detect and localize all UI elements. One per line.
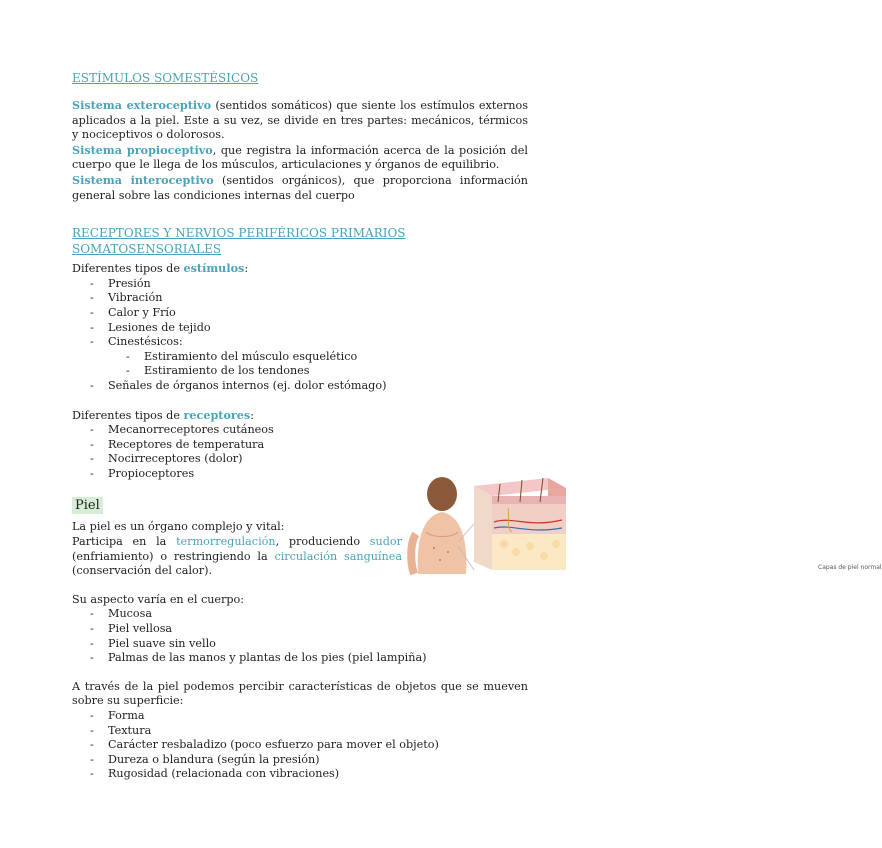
piel-intro-block: La piel es un órgano complejo y vital: Participa en la termorregulación, produciendo sudor (enfriamiento) o restringiendo la circulación sanguínea (conservación del calor). bbox=[72, 520, 403, 578]
list-item: - Receptores de temperatura bbox=[72, 438, 528, 453]
list-item: - Cinestésicos: bbox=[72, 335, 528, 350]
heading-receptores: RECEPTORES Y NERVIOS PERIFÉRICOS PRIMARIOS SOMATOSENSORIALES bbox=[72, 226, 406, 257]
document-page bbox=[72, 70, 882, 782]
list-item: - Estiramiento de los tendones bbox=[72, 364, 528, 379]
stimuli-list bbox=[72, 277, 528, 350]
keyword-estimulos: estímulos bbox=[183, 261, 245, 276]
paragraph-exteroceptivo: Sistema exteroceptivo (sentidos somáticos) que siente los estímulos externos aplicados a la piel. Este a su vez, se divide en tres partes: mecánicos, térmicos y nociceptivos o dolorosos. bbox=[72, 98, 528, 142]
keyword-propioceptivo: Sistema propioceptivo bbox=[72, 142, 213, 157]
aspect-list bbox=[72, 607, 528, 665]
list-item: - Calor y Frío bbox=[72, 306, 528, 321]
list-item: - Nocirreceptores (dolor) bbox=[72, 452, 528, 467]
list-item: - Señales de órganos internos (ej. dolor estómago) bbox=[72, 379, 528, 394]
list-item: - Propioceptores bbox=[72, 467, 528, 482]
skin-figure-svg bbox=[412, 472, 572, 574]
list-item: - Piel vellosa bbox=[72, 622, 528, 637]
aspect-intro: Su aspecto varía en el cuerpo: bbox=[72, 592, 245, 606]
cinestesicos-sublist bbox=[72, 350, 528, 379]
list-item: - Mecanorreceptores cutáneos bbox=[72, 423, 528, 438]
keyword-exteroceptivo: Sistema exteroceptivo bbox=[72, 98, 212, 112]
list-item: - Mucosa bbox=[72, 607, 528, 622]
heading-estimulos: ESTÍMULOS SOMESTÉSICOS bbox=[72, 71, 259, 85]
keyword-sudor: sudor bbox=[369, 535, 402, 549]
paragraph-termorregulacion: Participa en la termorregulación, produciendo sudor (enfriamiento) o restringiendo la circulación sanguínea (conservación del calor). bbox=[72, 535, 403, 578]
paragraph-interoceptivo: Sistema interoceptivo (sentidos orgánicos), que proporciona información general sobre las condiciones internas del cuerpo bbox=[72, 172, 528, 202]
list-item: - Palmas de las manos y plantas de los pies (piel lampiña) bbox=[72, 651, 528, 666]
list-item: - Carácter resbaladizo (poco esfuerzo para mover el objeto) bbox=[72, 738, 528, 753]
list-item: - Vibración bbox=[72, 291, 528, 306]
stimuli-intro: Diferentes tipos de estímulos: bbox=[72, 261, 249, 276]
skin-cross-section bbox=[474, 478, 566, 570]
list-item: - Textura bbox=[72, 724, 528, 739]
keyword-interoceptivo: Sistema interoceptivo bbox=[72, 172, 214, 187]
section-title-piel: Piel bbox=[72, 497, 103, 514]
list-item: - Presión bbox=[72, 277, 528, 292]
child-back-figure bbox=[411, 477, 466, 574]
list-item: - Dureza o blandura (según la presión) bbox=[72, 753, 528, 768]
keyword-circulacion: circulación sanguínea bbox=[274, 549, 403, 563]
perceive-list bbox=[72, 709, 528, 782]
list-item: - Estiramiento del músculo esquelético bbox=[72, 350, 528, 365]
skin-illustration bbox=[412, 472, 882, 574]
paragraph-propioceptivo: Sistema propioceptivo, que registra la información acerca de la posición del cuerpo que le llega de los músculos, articulaciones y órganos de equilibrio. bbox=[72, 142, 528, 172]
perceive-intro: A través de la piel podemos percibir características de objetos que se mueven sobre su superficie: bbox=[72, 679, 528, 708]
receptors-intro: Diferentes tipos de receptores: bbox=[72, 407, 255, 422]
list-item: - Rugosidad (relacionada con vibraciones) bbox=[72, 767, 528, 782]
figure-caption: Capas de piel normal bbox=[818, 564, 882, 571]
keyword-receptores: receptores bbox=[183, 407, 251, 422]
list-item: - Lesiones de tejido bbox=[72, 321, 528, 336]
keyword-termorregulacion: termorregulación bbox=[176, 535, 276, 549]
list-item: - Forma bbox=[72, 709, 528, 724]
list-item: - Piel suave sin vello bbox=[72, 637, 528, 652]
